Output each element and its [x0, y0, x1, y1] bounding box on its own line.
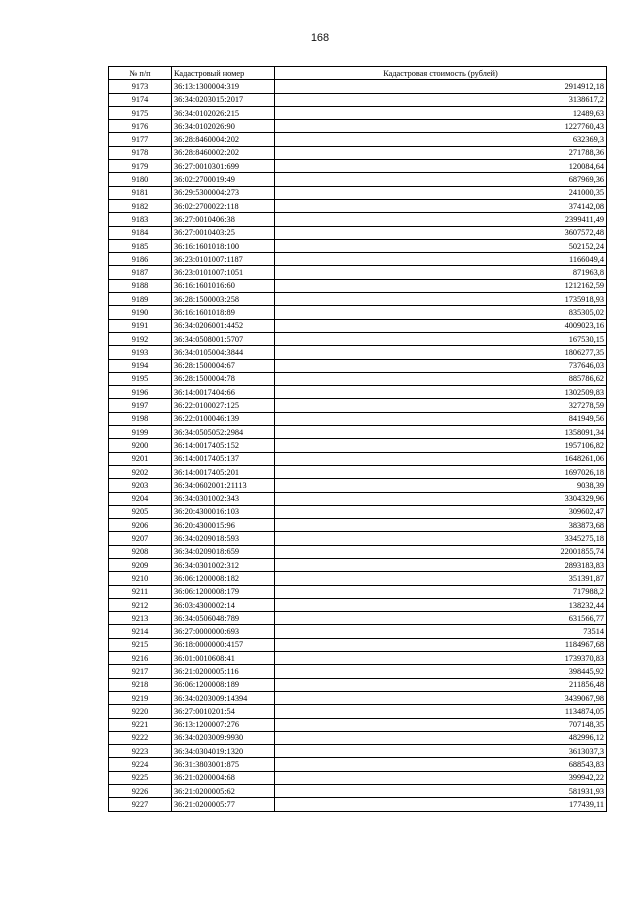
row-number-cell: 9180 — [109, 173, 172, 186]
table-row — [109, 186, 607, 199]
cadastral-value-cell: 1648261,06 — [275, 452, 607, 465]
cadastral-value-cell: 1184967,68 — [275, 638, 607, 651]
table-row — [109, 332, 607, 345]
cadastral-value-cell: 1227760,43 — [275, 120, 607, 133]
table-row — [109, 173, 607, 186]
cadastral-number-cell: 36:01:0010608:41 — [172, 652, 275, 665]
table-row — [109, 120, 607, 133]
cadastral-number-cell: 36:29:5300004:273 — [172, 186, 275, 199]
cadastral-value-cell: 631566,77 — [275, 612, 607, 625]
cadastral-value-cell: 502152,24 — [275, 239, 607, 252]
cadastral-value-cell: 12489,63 — [275, 106, 607, 119]
table-row — [109, 505, 607, 518]
row-number-cell: 9202 — [109, 465, 172, 478]
cadastral-value-cell: 1212162,59 — [275, 279, 607, 292]
cadastral-value-cell: 2893183,83 — [275, 558, 607, 571]
cadastral-number-cell: 36:34:0301002:343 — [172, 492, 275, 505]
row-number-cell: 9177 — [109, 133, 172, 146]
table-row — [109, 226, 607, 239]
cadastral-number-cell: 36:06:1200008:189 — [172, 678, 275, 691]
cadastral-number-cell: 36:34:0304019:1320 — [172, 745, 275, 758]
cadastral-number-cell: 36:02:2700019:49 — [172, 173, 275, 186]
table-row — [109, 532, 607, 545]
cadastral-number-cell: 36:16:1601018:100 — [172, 239, 275, 252]
table-row — [109, 638, 607, 651]
cadastral-value-cell: 1134874,05 — [275, 705, 607, 718]
table-row — [109, 346, 607, 359]
table-row — [109, 652, 607, 665]
cadastral-number-cell: 36:14:0017405:201 — [172, 465, 275, 478]
cadastral-value-cell: 3607572,48 — [275, 226, 607, 239]
cadastral-number-cell: 36:27:0010403:25 — [172, 226, 275, 239]
table-row — [109, 386, 607, 399]
row-number-cell: 9192 — [109, 332, 172, 345]
row-number-cell: 9207 — [109, 532, 172, 545]
row-number-cell: 9196 — [109, 386, 172, 399]
cadastral-value-cell: 3345275,18 — [275, 532, 607, 545]
cadastral-number-cell: 36:13:1200007:276 — [172, 718, 275, 731]
cadastral-value-cell: 482996,12 — [275, 731, 607, 744]
row-number-cell: 9223 — [109, 745, 172, 758]
cadastral-number-cell: 36:28:8460002:202 — [172, 146, 275, 159]
table-row — [109, 160, 607, 173]
row-number-cell: 9173 — [109, 80, 172, 93]
cadastral-number-cell: 36:27:0000000:693 — [172, 625, 275, 638]
row-number-cell: 9203 — [109, 479, 172, 492]
cadastral-value-cell: 22001855,74 — [275, 545, 607, 558]
cadastral-number-cell: 36:34:0301002:312 — [172, 558, 275, 571]
cadastral-number-cell: 36:27:0010201:54 — [172, 705, 275, 718]
cadastral-number-cell: 36:23:0101007:1051 — [172, 266, 275, 279]
cadastral-value-cell: 309602,47 — [275, 505, 607, 518]
table-row — [109, 293, 607, 306]
table-row — [109, 598, 607, 611]
row-number-cell: 9194 — [109, 359, 172, 372]
cadastral-number-cell: 36:27:0010301:699 — [172, 160, 275, 173]
cadastral-number-cell: 36:28:8460004:202 — [172, 133, 275, 146]
table-row — [109, 558, 607, 571]
table-row — [109, 426, 607, 439]
cadastral-value-cell: 581931,93 — [275, 785, 607, 798]
row-number-cell: 9227 — [109, 798, 172, 811]
cadastral-number-cell: 36:21:0200005:62 — [172, 785, 275, 798]
row-number-cell: 9225 — [109, 771, 172, 784]
row-number-cell: 9189 — [109, 293, 172, 306]
row-number-cell: 9183 — [109, 213, 172, 226]
cadastral-value-cell: 177439,11 — [275, 798, 607, 811]
table-row — [109, 372, 607, 385]
cadastral-value-cell: 398445,92 — [275, 665, 607, 678]
row-number-cell: 9187 — [109, 266, 172, 279]
cadastral-number-cell: 36:34:0102026:215 — [172, 106, 275, 119]
cadastral-number-cell: 36:34:0105004:3844 — [172, 346, 275, 359]
table-row — [109, 146, 607, 159]
table-row — [109, 492, 607, 505]
cadastral-number-cell: 36:31:3803001:875 — [172, 758, 275, 771]
row-number-cell: 9199 — [109, 426, 172, 439]
cadastral-value-cell: 351391,87 — [275, 572, 607, 585]
table-row — [109, 106, 607, 119]
cadastral-number-cell: 36:34:0203009:9930 — [172, 731, 275, 744]
table-row — [109, 319, 607, 332]
row-number-cell: 9211 — [109, 585, 172, 598]
table-row — [109, 279, 607, 292]
row-number-cell: 9179 — [109, 160, 172, 173]
cadastral-number-cell: 36:20:4300015:96 — [172, 519, 275, 532]
cadastral-value-cell: 717988,2 — [275, 585, 607, 598]
cadastral-value-cell: 1358091,34 — [275, 426, 607, 439]
row-number-cell: 9175 — [109, 106, 172, 119]
cadastral-value-cell: 2914912,18 — [275, 80, 607, 93]
table-body — [109, 80, 607, 811]
cadastral-value-cell: 1302509,83 — [275, 386, 607, 399]
cadastral-number-cell: 36:21:0200004:68 — [172, 771, 275, 784]
cadastral-number-cell: 36:03:4300002:14 — [172, 598, 275, 611]
table-row — [109, 625, 607, 638]
table-row — [109, 612, 607, 625]
row-number-cell: 9208 — [109, 545, 172, 558]
cadastral-value-cell: 1735918,93 — [275, 293, 607, 306]
cadastral-number-cell: 36:02:2700022:118 — [172, 199, 275, 212]
cadastral-value-cell: 327278,59 — [275, 399, 607, 412]
cadastral-value-cell: 1697026,18 — [275, 465, 607, 478]
row-number-cell: 9220 — [109, 705, 172, 718]
cadastral-value-cell: 3138617,2 — [275, 93, 607, 106]
cadastral-number-cell: 36:22:0100046:139 — [172, 412, 275, 425]
row-number-cell: 9174 — [109, 93, 172, 106]
row-number-cell: 9185 — [109, 239, 172, 252]
row-number-cell: 9184 — [109, 226, 172, 239]
column-header-cadastral-number: Кадастровый номер — [172, 67, 275, 80]
cadastral-number-cell: 36:20:4300016:103 — [172, 505, 275, 518]
cadastral-value-cell: 885786,62 — [275, 372, 607, 385]
cadastral-value-cell: 9038,39 — [275, 479, 607, 492]
column-header-cadastral-value: Кадастровая стоимость (рублей) — [275, 67, 607, 80]
row-number-cell: 9181 — [109, 186, 172, 199]
table-row — [109, 731, 607, 744]
table-row — [109, 399, 607, 412]
row-number-cell: 9205 — [109, 505, 172, 518]
row-number-cell: 9216 — [109, 652, 172, 665]
cadastral-value-cell: 3439067,98 — [275, 691, 607, 704]
row-number-cell: 9215 — [109, 638, 172, 651]
table-row — [109, 253, 607, 266]
cadastral-value-cell: 1806277,35 — [275, 346, 607, 359]
cadastral-value-cell: 841949,56 — [275, 412, 607, 425]
cadastral-number-cell: 36:28:1500004:78 — [172, 372, 275, 385]
cadastral-number-cell: 36:14:0017405:137 — [172, 452, 275, 465]
table-row — [109, 359, 607, 372]
cadastral-number-cell: 36:34:0505052:2984 — [172, 426, 275, 439]
row-number-cell: 9226 — [109, 785, 172, 798]
cadastral-number-cell: 36:06:1200008:179 — [172, 585, 275, 598]
table-row — [109, 465, 607, 478]
table-row — [109, 705, 607, 718]
table-row — [109, 718, 607, 731]
row-number-cell: 9209 — [109, 558, 172, 571]
table-row — [109, 213, 607, 226]
cadastral-number-cell: 36:27:0010406:38 — [172, 213, 275, 226]
cadastral-value-cell: 687969,36 — [275, 173, 607, 186]
cadastral-value-cell: 271788,36 — [275, 146, 607, 159]
table-row — [109, 439, 607, 452]
row-number-cell: 9188 — [109, 279, 172, 292]
row-number-cell: 9200 — [109, 439, 172, 452]
table-row — [109, 452, 607, 465]
table-row — [109, 239, 607, 252]
cadastral-value-cell: 374142,08 — [275, 199, 607, 212]
table-row — [109, 545, 607, 558]
table-row — [109, 479, 607, 492]
table-row — [109, 665, 607, 678]
cadastral-value-cell: 120084,64 — [275, 160, 607, 173]
cadastral-number-cell: 36:16:1601016:60 — [172, 279, 275, 292]
table-row — [109, 80, 607, 93]
cadastral-number-cell: 36:34:0508001:5707 — [172, 332, 275, 345]
table-row — [109, 199, 607, 212]
row-number-cell: 9178 — [109, 146, 172, 159]
cadastral-number-cell: 36:34:0209018:659 — [172, 545, 275, 558]
row-number-cell: 9191 — [109, 319, 172, 332]
table-row — [109, 306, 607, 319]
row-number-cell: 9186 — [109, 253, 172, 266]
row-number-cell: 9224 — [109, 758, 172, 771]
table-row — [109, 745, 607, 758]
cadastral-number-cell: 36:34:0203015:2017 — [172, 93, 275, 106]
cadastral-number-cell: 36:14:0017405:152 — [172, 439, 275, 452]
row-number-cell: 9218 — [109, 678, 172, 691]
row-number-cell: 9212 — [109, 598, 172, 611]
cadastral-number-cell: 36:34:0506048:789 — [172, 612, 275, 625]
column-header-number: № п/п — [109, 67, 172, 80]
table-row — [109, 585, 607, 598]
cadastral-value-cell: 211856,48 — [275, 678, 607, 691]
cadastral-value-cell: 4009023,16 — [275, 319, 607, 332]
cadastral-number-cell: 36:21:0200005:116 — [172, 665, 275, 678]
table-row — [109, 519, 607, 532]
cadastral-value-cell: 1166049,4 — [275, 253, 607, 266]
cadastral-value-cell: 3613037,3 — [275, 745, 607, 758]
cadastral-value-cell: 1739370,83 — [275, 652, 607, 665]
page-number: 168 — [310, 32, 330, 44]
cadastral-number-cell: 36:18:0000000:4157 — [172, 638, 275, 651]
row-number-cell: 9190 — [109, 306, 172, 319]
cadastral-number-cell: 36:34:0203009:14394 — [172, 691, 275, 704]
cadastral-value-cell: 383873,68 — [275, 519, 607, 532]
cadastral-value-cell: 707148,35 — [275, 718, 607, 731]
row-number-cell: 9213 — [109, 612, 172, 625]
cadastral-value-cell: 632369,3 — [275, 133, 607, 146]
row-number-cell: 9210 — [109, 572, 172, 585]
table-row — [109, 771, 607, 784]
row-number-cell: 9204 — [109, 492, 172, 505]
table-row — [109, 691, 607, 704]
table-row — [109, 93, 607, 106]
row-number-cell: 9206 — [109, 519, 172, 532]
row-number-cell: 9221 — [109, 718, 172, 731]
cadastral-number-cell: 36:34:0209018:593 — [172, 532, 275, 545]
cadastral-number-cell: 36:23:0101007:1187 — [172, 253, 275, 266]
cadastral-value-cell: 835305,02 — [275, 306, 607, 319]
row-number-cell: 9195 — [109, 372, 172, 385]
cadastral-value-cell: 241000,35 — [275, 186, 607, 199]
table-header-row — [109, 67, 607, 80]
cadastral-value-table — [108, 66, 607, 812]
row-number-cell: 9176 — [109, 120, 172, 133]
cadastral-number-cell: 36:16:1601018:89 — [172, 306, 275, 319]
cadastral-value-cell: 2399411,49 — [275, 213, 607, 226]
row-number-cell: 9198 — [109, 412, 172, 425]
cadastral-number-cell: 36:22:0100027:125 — [172, 399, 275, 412]
cadastral-value-cell: 3304329,96 — [275, 492, 607, 505]
row-number-cell: 9219 — [109, 691, 172, 704]
cadastral-number-cell: 36:34:0602001:21113 — [172, 479, 275, 492]
row-number-cell: 9197 — [109, 399, 172, 412]
row-number-cell: 9222 — [109, 731, 172, 744]
table-row — [109, 785, 607, 798]
table-row — [109, 133, 607, 146]
cadastral-value-cell: 167530,15 — [275, 332, 607, 345]
table-row — [109, 758, 607, 771]
cadastral-number-cell: 36:28:1500004:67 — [172, 359, 275, 372]
cadastral-number-cell: 36:21:0200005:77 — [172, 798, 275, 811]
cadastral-value-cell: 737646,03 — [275, 359, 607, 372]
row-number-cell: 9214 — [109, 625, 172, 638]
cadastral-value-cell: 73514 — [275, 625, 607, 638]
row-number-cell: 9182 — [109, 199, 172, 212]
table-row — [109, 572, 607, 585]
row-number-cell: 9193 — [109, 346, 172, 359]
cadastral-number-cell: 36:13:1300004:319 — [172, 80, 275, 93]
cadastral-number-cell: 36:34:0206001:4452 — [172, 319, 275, 332]
cadastral-number-cell: 36:06:1200008:182 — [172, 572, 275, 585]
table-row — [109, 266, 607, 279]
table-row — [109, 678, 607, 691]
table-row — [109, 798, 607, 811]
cadastral-value-cell: 688543,83 — [275, 758, 607, 771]
cadastral-value-cell: 399942,22 — [275, 771, 607, 784]
cadastral-value-cell: 871963,8 — [275, 266, 607, 279]
table-row — [109, 412, 607, 425]
cadastral-number-cell: 36:28:1500003:258 — [172, 293, 275, 306]
cadastral-number-cell: 36:14:0017404:66 — [172, 386, 275, 399]
row-number-cell: 9201 — [109, 452, 172, 465]
row-number-cell: 9217 — [109, 665, 172, 678]
cadastral-value-cell: 1957106,82 — [275, 439, 607, 452]
cadastral-number-cell: 36:34:0102026:90 — [172, 120, 275, 133]
cadastral-value-cell: 138232,44 — [275, 598, 607, 611]
